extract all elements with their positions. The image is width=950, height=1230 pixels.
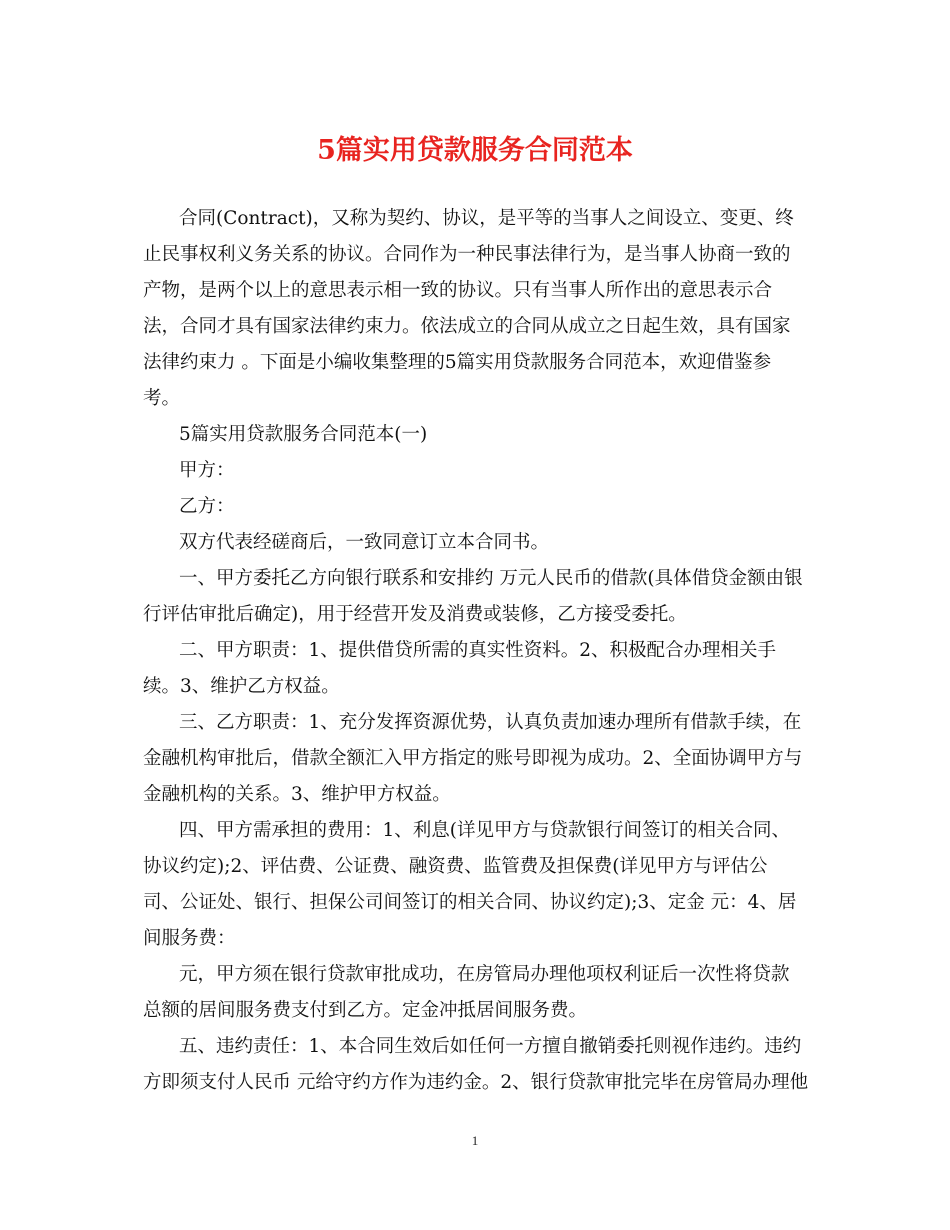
body-line: 法，合同才具有国家法律约束力。依法成立的合同从成立之日起生效，具有国家 xyxy=(143,316,791,337)
body-line: 产物，是两个以上的意思表示相一致的协议。只有当事人所作出的意思表示合 xyxy=(143,280,773,301)
body-line: 间服务费： xyxy=(143,928,236,949)
page-number: 1 xyxy=(471,1133,479,1148)
body-line: 金融机构审批后，借款全额汇入甲方指定的账号即视为成功。2、全面协调甲方与 xyxy=(143,748,803,769)
body-line: 三、乙方职责：1、充分发挥资源优势，认真负责加速办理所有借款手续，在 xyxy=(179,712,802,733)
body-line: 元，甲方须在银行贷款审批成功，在房管局办理他项权利证后一次性将贷款 xyxy=(179,964,790,985)
body-line: 合同(Contract)，又称为契约、协议，是平等的当事人之间设立、变更、终 xyxy=(179,208,794,229)
body-line: 一、甲方委托乙方向银行联系和安排约 万元人民币的借款(具体借贷金额由银 xyxy=(179,568,803,589)
body-line: 止民事权利义务关系的协议。合同作为一种民事法律行为，是当事人协商一致的 xyxy=(143,244,791,265)
section-heading: 5篇实用贷款服务合同范本(一) xyxy=(179,424,428,445)
body-line: 司、公证处、银行、担保公司间签订的相关合同、协议约定);3、定金 元：4、居 xyxy=(143,892,797,913)
body-line: 四、甲方需承担的费用：1、利息(详见甲方与贷款银行间签订的相关合同、 xyxy=(179,820,790,841)
body-line: 续。3、维护乙方权益。 xyxy=(143,676,340,697)
body-line: 双方代表经磋商后，一致同意订立本合同书。 xyxy=(179,532,550,553)
body-line: 五、违约责任：1、本合同生效后如任何一方擅自撤销委托则视作违约。违约 xyxy=(179,1036,802,1057)
party-b-label: 乙方： xyxy=(179,496,235,517)
body-line: 总额的居间服务费支付到乙方。定金冲抵居间服务费。 xyxy=(143,1000,588,1021)
body-line: 协议约定);2、评估费、公证费、融资费、监管费及担保费(详见甲方与评估公 xyxy=(143,856,768,877)
body-line: 方即须支付人民币 元给守约方作为违约金。2、银行贷款审批完毕在房管局办理他 xyxy=(143,1072,809,1093)
body-line: 金融机构的关系。3、维护甲方权益。 xyxy=(143,784,451,805)
party-a-label: 甲方： xyxy=(179,460,235,481)
body-line: 行评估审批后确定)，用于经营开发及消费或装修，乙方接受委托。 xyxy=(143,604,687,625)
document-title: 5篇实用贷款服务合同范本 xyxy=(317,135,633,166)
body-line: 二、甲方职责：1、提供借贷所需的真实性资料。2、积极配合办理相关手 xyxy=(179,640,777,661)
body-line: 考。 xyxy=(143,388,181,409)
body-line: 法律约束力 。下面是小编收集整理的5篇实用贷款服务合同范本，欢迎借鉴参 xyxy=(143,352,772,373)
